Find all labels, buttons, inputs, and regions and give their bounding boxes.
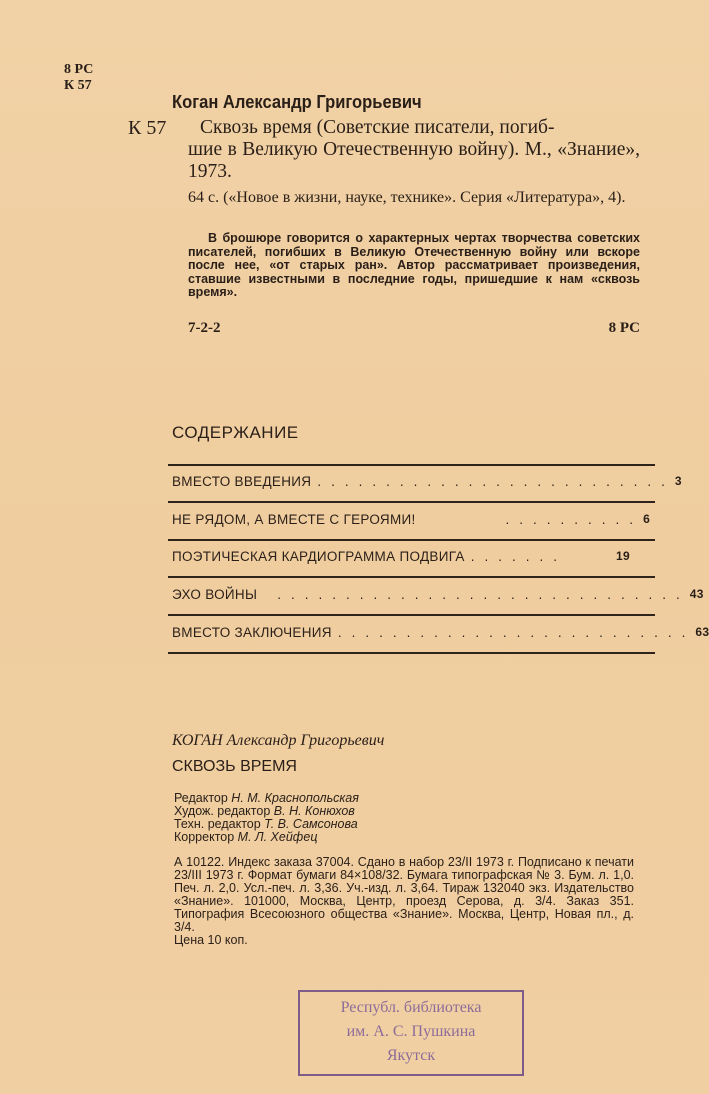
divider xyxy=(168,576,655,578)
divider xyxy=(168,501,655,503)
toc-item: ЭХО ВОЙНЫ .............................. 43 xyxy=(172,587,704,602)
stamp-line: Якутск xyxy=(386,1047,436,1064)
toc-page: 6 xyxy=(643,512,651,526)
credits xyxy=(174,792,359,844)
index-left: 7-2-2 xyxy=(188,320,221,336)
toc-page: 63 xyxy=(695,625,709,639)
credit-name: В. Н. Конюхов xyxy=(273,804,355,818)
toc-title: ПОЭТИЧЕСКАЯ КАРДИОГРАММА ПОДВИГА xyxy=(172,549,465,564)
divider xyxy=(168,539,655,541)
author-mark: К 57 xyxy=(64,78,92,93)
contents-heading: СОДЕРЖАНИЕ xyxy=(172,423,299,442)
card-series: 64 с. («Новое в жизни, науке, технике». Серия «Литература», 4). xyxy=(188,189,626,206)
title-line-1: Сквозь время (Советские писатели, погиб- xyxy=(200,117,555,138)
index-right: 8 РС xyxy=(608,320,640,336)
credit-role: Техн. редактор xyxy=(174,817,261,831)
toc-page: 19 xyxy=(616,549,630,563)
library-stamp xyxy=(298,990,524,1076)
credit-name: Т. В. Самсонова xyxy=(264,817,358,831)
card-code: К 57 xyxy=(128,117,167,139)
credit-line xyxy=(174,831,359,844)
toc-item: ВМЕСТО ЗАКЛЮЧЕНИЯ .......................... 63 xyxy=(172,625,709,640)
colophon-title: СКВОЗЬ ВРЕМЯ xyxy=(172,758,297,775)
toc-item: ВМЕСТО ВВЕДЕНИЯ .......................... 3 xyxy=(172,474,682,489)
credit-role: Худож. редактор xyxy=(174,804,271,818)
card-author: Коган Александр Григорьевич xyxy=(172,92,422,112)
price: Цена 10 коп. xyxy=(174,933,248,947)
imprint xyxy=(174,856,634,947)
divider xyxy=(168,464,655,466)
toc-title: ЭХО ВОЙНЫ xyxy=(172,587,258,602)
toc-title: НЕ РЯДОМ, А ВМЕСТЕ С ГЕРОЯМИ! xyxy=(172,512,416,527)
stamp-line: им. А. С. Пушкина xyxy=(346,1023,476,1040)
imprint-text: А 10122. Индекс заказа 37004. Сдано в набор 23/II 1973 г. Подписано к печати 23/III 1973 г. Формат бумаги 84×108/32. Бумага типографская № 3. Бум. л. 1,0. Печ. л. 2,0. Усл.-печ. л. 3,36. Уч.-изд. л. 3,64. Тираж 132040 экз. Издательство «Знание». 101000, Москва, Центр, проезд Серова, д. 3/4. Заказ 351. Типография Всесоюзного общества «Знание». Москва, Центр, Новая пл., д. 3/4. xyxy=(174,855,634,934)
toc-title: ВМЕСТО ВВЕДЕНИЯ xyxy=(172,474,312,489)
toc-title: ВМЕСТО ЗАКЛЮЧЕНИЯ xyxy=(172,625,332,640)
divider xyxy=(168,614,655,616)
toc-page: 43 xyxy=(689,587,704,601)
title-rest: шие в Великую Отечественную войну). М., «Знание», 1973. xyxy=(188,139,640,182)
toc-item: НЕ РЯДОМ, А ВМЕСТЕ С ГЕРОЯМИ! .......... 6 xyxy=(172,512,651,527)
toc-item: ПОЭТИЧЕСКАЯ КАРДИОГРАММА ПОДВИГА ....... 19 xyxy=(172,549,630,564)
toc-page: 3 xyxy=(674,474,682,488)
card-title xyxy=(188,117,640,183)
credit-role: Корректор xyxy=(174,830,235,844)
credit-name: М. Л. Хейфец xyxy=(237,830,318,844)
classification-code: 8 РС xyxy=(64,62,94,77)
credit-role: Редактор xyxy=(174,791,228,805)
stamp-line: Республ. библиотека xyxy=(340,999,482,1016)
card-abstract: В брошюре говорится о характерных чертах творчества советских писателей, погибших в Великую Отечественную войну или вскоре после нее, «от старых ран». Автор рассматривает произведения, ставшие известными в последние годы, пришедшие к нам «сквозь время». xyxy=(188,231,640,299)
colophon-author: КОГАН Александр Григорьевич xyxy=(172,732,385,749)
credit-name: Н. М. Краснопольская xyxy=(231,791,359,805)
divider xyxy=(168,652,655,654)
